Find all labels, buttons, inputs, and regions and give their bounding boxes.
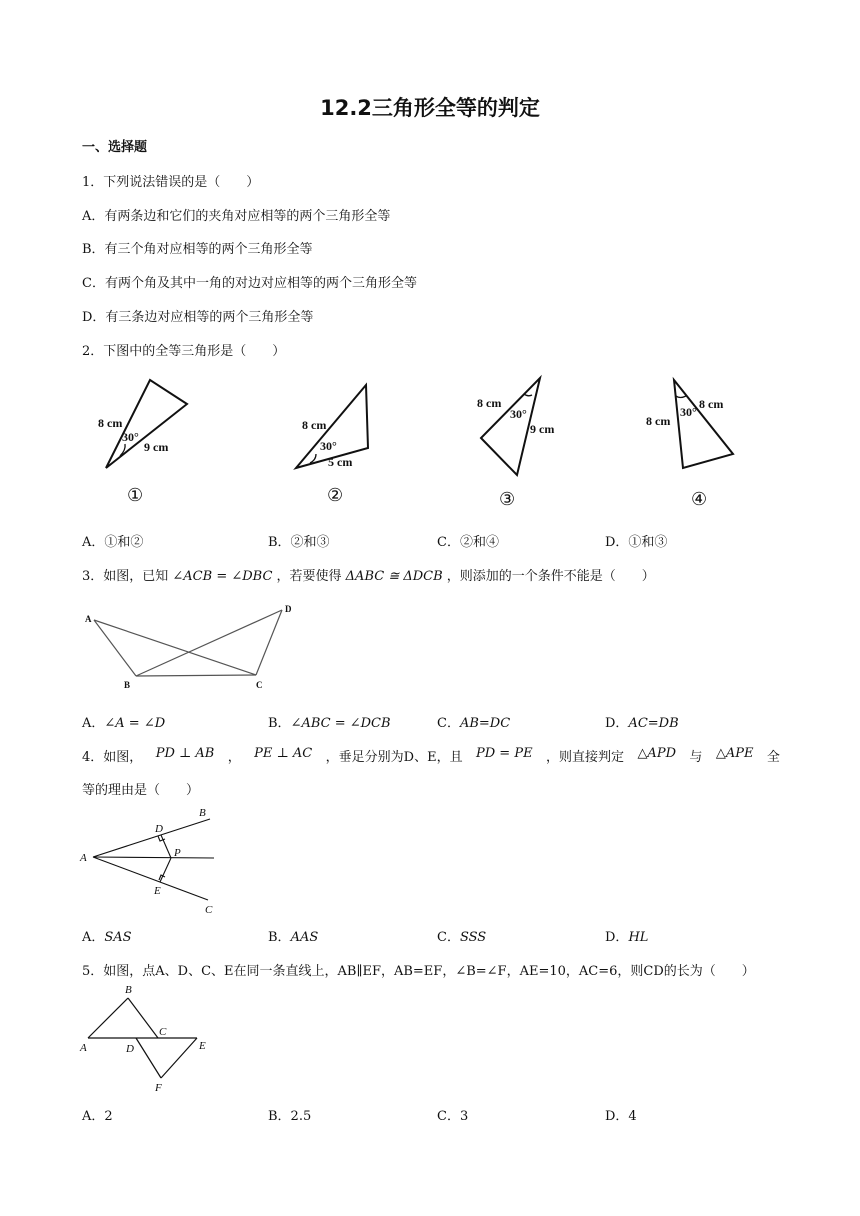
option-prefix: D． [605,930,629,945]
q3-label-d: D [285,604,292,614]
q5-option-a: A．2 [82,1109,113,1124]
option-math: SSS [459,930,487,945]
q1-option-d: D．有三条边对应相等的两个三角形全等 [82,310,314,325]
q3-stem-part: ，若要使得 [272,569,346,584]
q3-stem [82,565,655,584]
q4-math-ape: △APE [715,746,754,761]
q4-label-p: P [174,847,181,859]
q3-stem-part: ，则添加的一个条件不能是（ ） [442,569,655,584]
q4-stem-line2: 等的理由是（ ） [82,783,200,798]
q5-label-e: E [199,1040,206,1052]
q4-stem-part: ，则直接判定 [546,750,625,765]
q3-figure [0,598,860,693]
q4-stem-part: ，垂足分别为D、E，且 [325,750,463,765]
q5-option-b: B．2.5 [268,1109,312,1124]
option-math: AAS [290,930,319,945]
q4-math-pd-perp: PD ⊥ AB [155,746,215,761]
section-heading: 一、选择题 [82,140,148,155]
q4-label-a: A [80,852,87,864]
q2-stem: 2．下图中的全等三角形是（ ） [82,344,286,359]
triangle-4 [674,380,733,468]
option-prefix: D． [605,716,629,731]
q4-option-d [605,926,648,945]
fig3-number: ③ [499,489,516,509]
option-math: AB=DC [459,716,511,731]
q3-option-b [268,712,391,731]
option-prefix: A． [82,930,105,945]
q4-label-c: C [205,904,213,916]
q3-label-a: A [85,614,92,624]
option-prefix: C． [437,716,460,731]
q3-option-c [437,712,510,731]
q4-stem-part: 全 [766,750,780,765]
fig2-number: ② [327,485,344,505]
option-prefix: A． [82,716,105,731]
q5-option-d: D．4 [605,1109,637,1124]
q4-math-apd: △APD [637,746,676,761]
q3-option-a [82,712,165,731]
q4-figure [0,800,860,920]
q5-label-d: D [126,1043,134,1055]
q3-label-b: B [124,680,131,690]
q5-label-a: A [80,1042,87,1054]
fig4-side2: 8 cm [699,397,724,411]
q4-option-a [82,926,132,945]
q4-option-b [268,926,318,945]
fig4-number: ④ [691,489,708,509]
q5-option-c: C．3 [437,1109,469,1124]
page-title: 12.2三角形全等的判定 [320,96,540,120]
q3-label-c: C [256,680,263,690]
q4-math-pe-perp: PE ⊥ AC [254,746,313,761]
fig3-side2: 9 cm [530,422,555,436]
q1-stem: 1．下列说法错误的是（ ） [82,175,260,190]
fig3-side1: 8 cm [477,396,502,410]
fig1-side1: 8 cm [98,416,123,430]
q3-congruence: ΔABC ≅ ΔDCB [345,569,443,584]
fig2-side1: 8 cm [302,418,327,432]
q2-option-c: C．②和④ [437,535,499,550]
q4-label-d: D [155,823,163,835]
option-math: ∠ABC = ∠DCB [290,716,391,731]
q4-label-b: B [199,807,206,819]
option-prefix: B． [268,930,291,945]
fig2-side2: 5 cm [328,455,353,469]
fig3-angle: 30° [510,407,527,421]
q5-figure [0,978,860,1098]
q2-option-b: B．②和③ [268,535,330,550]
q3-option-d [605,712,679,731]
option-math: ∠A = ∠D [104,716,166,731]
q5-label-b: B [125,984,132,996]
q3-given-angles: ∠ACB = ∠DBC [172,569,273,584]
q5-stem: 5．如图，点A、D、C、E在同一条直线上，AB∥EF，AB=EF，∠B=∠F，AE=10，AC=6，则CD的长为（ ） [82,964,755,979]
q4-option-c [437,926,486,945]
q2-option-a: A．①和② [82,535,144,550]
q2-figures [0,370,860,515]
q4-stem-part: ， [227,750,241,765]
q4-stem-line1 [82,746,780,765]
option-math: HL [628,930,649,945]
fig1-side2: 9 cm [144,440,169,454]
q4-stem-part: 4．如图， [82,750,143,765]
q3-stem-part: 3．如图，已知 [82,569,173,584]
q1-option-b: B．有三个角对应相等的两个三角形全等 [82,242,313,257]
fig4-angle: 30° [680,405,697,419]
q5-label-f: F [155,1082,162,1094]
option-prefix: C． [437,930,460,945]
q5-label-c: C [159,1026,167,1038]
fig2-angle: 30° [320,439,337,453]
fig4-side1: 8 cm [646,414,671,428]
q4-label-e: E [154,885,161,897]
fig1-angle: 30° [122,430,139,444]
option-math: AC=DB [628,716,679,731]
option-prefix: B． [268,716,291,731]
option-math: SAS [104,930,132,945]
fig1-number: ① [127,485,144,505]
q4-math-pd-eq-pe: PD = PE [476,746,533,761]
q1-option-c: C．有两个角及其中一角的对边对应相等的两个三角形全等 [82,276,417,291]
q4-stem-part: 与 [689,750,703,765]
q2-option-d: D．①和③ [605,535,668,550]
q1-option-a: A．有两条边和它们的夹角对应相等的两个三角形全等 [82,209,391,224]
